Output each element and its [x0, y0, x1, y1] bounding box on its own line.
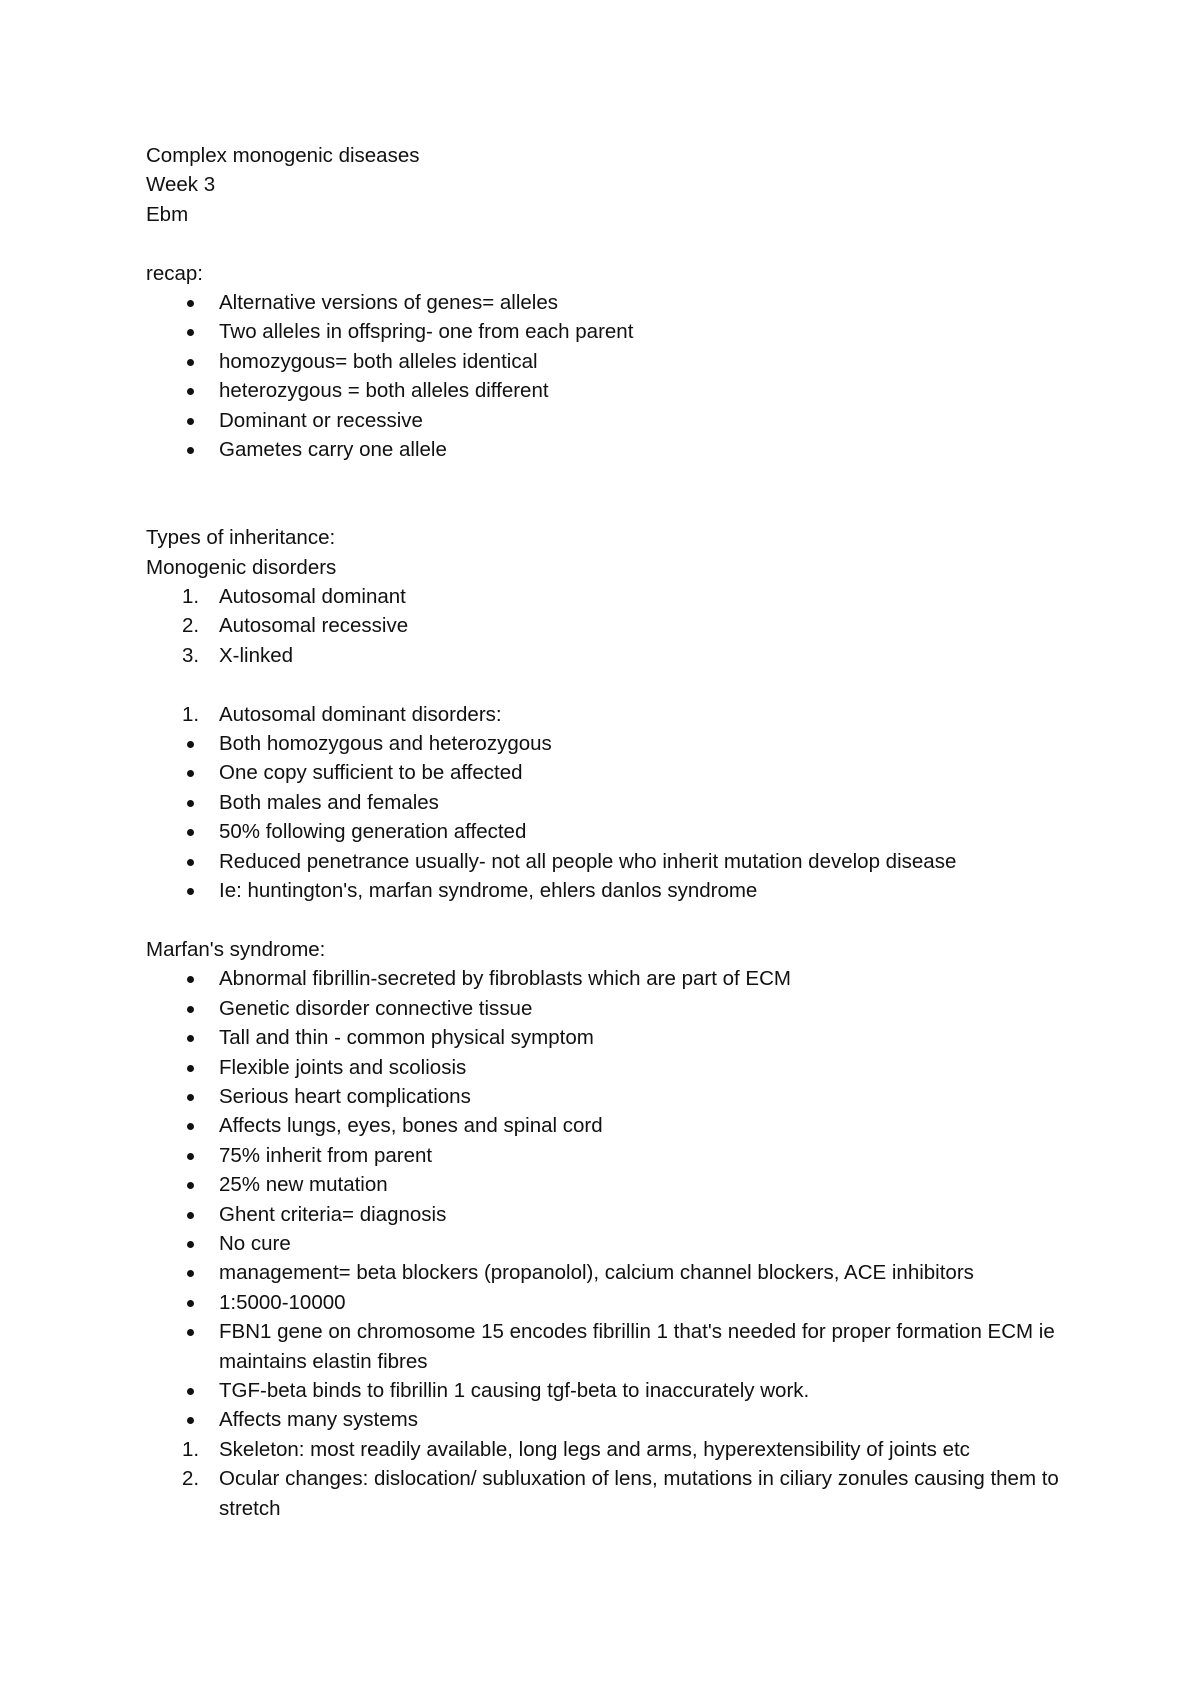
- list-item: FBN1 gene on chromosome 15 encodes fibrillin 1 that's needed for proper formation ECM ie maintains elastin fibres: [146, 1317, 1076, 1376]
- list-number: 1.: [182, 702, 200, 726]
- bullet-icon: [187, 829, 194, 836]
- week-label: Week 3: [146, 173, 216, 197]
- list-item: 1. Autosomal dominant: [146, 582, 1076, 611]
- bullet-icon: [187, 1182, 194, 1189]
- spacer: [146, 464, 1076, 523]
- list-item: 75% inherit from parent: [146, 1141, 1076, 1170]
- list-item: Tall and thin - common physical symptom: [146, 1023, 1076, 1052]
- list-item: 2. Ocular changes: dislocation/ subluxation of lens, mutations in ciliary zonules causing them to stretch: [146, 1464, 1076, 1523]
- bullet-icon: [187, 1153, 194, 1160]
- marfan-list: [146, 964, 1076, 1523]
- bullet-icon: [187, 888, 194, 895]
- list-item: 50% following generation affected: [146, 817, 1076, 846]
- bullet-icon: [187, 976, 194, 983]
- document-title: Complex monogenic diseases: [146, 144, 420, 167]
- list-item: Two alleles in offspring- one from each parent: [146, 317, 1076, 346]
- bullet-icon: [187, 1388, 194, 1395]
- list-item: No cure: [146, 1229, 1076, 1258]
- spacer: [146, 906, 1076, 935]
- list-item: TGF-beta binds to fibrillin 1 causing tgf-beta to inaccurately work.: [146, 1376, 1076, 1405]
- list-item: Reduced penetrance usually- not all people who inherit mutation develop disease: [146, 847, 1076, 876]
- inheritance-list: [146, 582, 1076, 670]
- bullet-icon: [187, 1212, 194, 1219]
- list-item: Gametes carry one allele: [146, 435, 1076, 464]
- bullet-icon: [187, 300, 194, 307]
- subject-label: Ebm: [146, 202, 189, 226]
- bullet-icon: [187, 1065, 194, 1072]
- list-item: 2. Autosomal recessive: [146, 611, 1076, 640]
- spacer: [146, 670, 1076, 699]
- bullet-icon: [187, 859, 194, 866]
- bullet-icon: [187, 1300, 194, 1307]
- bullet-icon: [187, 1006, 194, 1013]
- list-number: 3.: [182, 643, 200, 667]
- bullet-icon: [187, 447, 194, 454]
- list-item: Genetic disorder connective tissue: [146, 994, 1076, 1023]
- list-number: 2.: [182, 1467, 200, 1491]
- recap-heading: recap:: [146, 261, 203, 285]
- bullet-icon: [187, 359, 194, 366]
- list-number: 1.: [182, 1437, 200, 1461]
- bullet-icon: [187, 1329, 194, 1336]
- list-item: 25% new mutation: [146, 1170, 1076, 1199]
- list-item: Both males and females: [146, 788, 1076, 817]
- bullet-icon: [187, 770, 194, 777]
- recap-list: [146, 288, 1076, 464]
- bullet-icon: [187, 1035, 194, 1042]
- autosomal-dominant-heading: 1. Autosomal dominant disorders:: [146, 700, 1076, 729]
- list-number: 1.: [182, 585, 200, 609]
- bullet-icon: [187, 1094, 194, 1101]
- list-item: homozygous= both alleles identical: [146, 347, 1076, 376]
- bullet-icon: [187, 329, 194, 336]
- bullet-icon: [187, 1241, 194, 1248]
- list-item: Alternative versions of genes= alleles: [146, 288, 1076, 317]
- list-item: Dominant or recessive: [146, 406, 1076, 435]
- inheritance-subheading: Monogenic disorders: [146, 555, 337, 579]
- list-item: Serious heart complications: [146, 1082, 1076, 1111]
- list-number: 2.: [182, 614, 200, 638]
- bullet-icon: [187, 1417, 194, 1424]
- list-item: Affects many systems: [146, 1405, 1076, 1434]
- list-item: Flexible joints and scoliosis: [146, 1053, 1076, 1082]
- bullet-icon: [187, 388, 194, 395]
- bullet-icon: [187, 1270, 194, 1277]
- autosomal-dominant-list: [146, 729, 1076, 905]
- bullet-icon: [187, 741, 194, 748]
- list-item: 1. Skeleton: most readily available, long legs and arms, hyperextensibility of joints etc: [146, 1435, 1076, 1464]
- document-page: [146, 141, 1076, 1523]
- bullet-icon: [187, 1123, 194, 1130]
- list-item: Abnormal fibrillin-secreted by fibroblasts which are part of ECM: [146, 964, 1076, 993]
- list-item: Ie: huntington's, marfan syndrome, ehlers danlos syndrome: [146, 876, 1076, 905]
- bullet-icon: [187, 418, 194, 425]
- list-item: Ghent criteria= diagnosis: [146, 1200, 1076, 1229]
- list-item: 1:5000-10000: [146, 1288, 1076, 1317]
- marfan-heading: Marfan's syndrome:: [146, 937, 326, 961]
- list-item: 3. X-linked: [146, 641, 1076, 670]
- bullet-icon: [187, 800, 194, 807]
- list-item: management= beta blockers (propanolol), calcium channel blockers, ACE inhibitors: [146, 1258, 1076, 1287]
- inheritance-heading: Types of inheritance:: [146, 526, 336, 550]
- list-item: heterozygous = both alleles different: [146, 376, 1076, 405]
- list-item: One copy sufficient to be affected: [146, 758, 1076, 787]
- list-item: Both homozygous and heterozygous: [146, 729, 1076, 758]
- spacer: [146, 229, 1076, 258]
- list-item: Affects lungs, eyes, bones and spinal cord: [146, 1111, 1076, 1140]
